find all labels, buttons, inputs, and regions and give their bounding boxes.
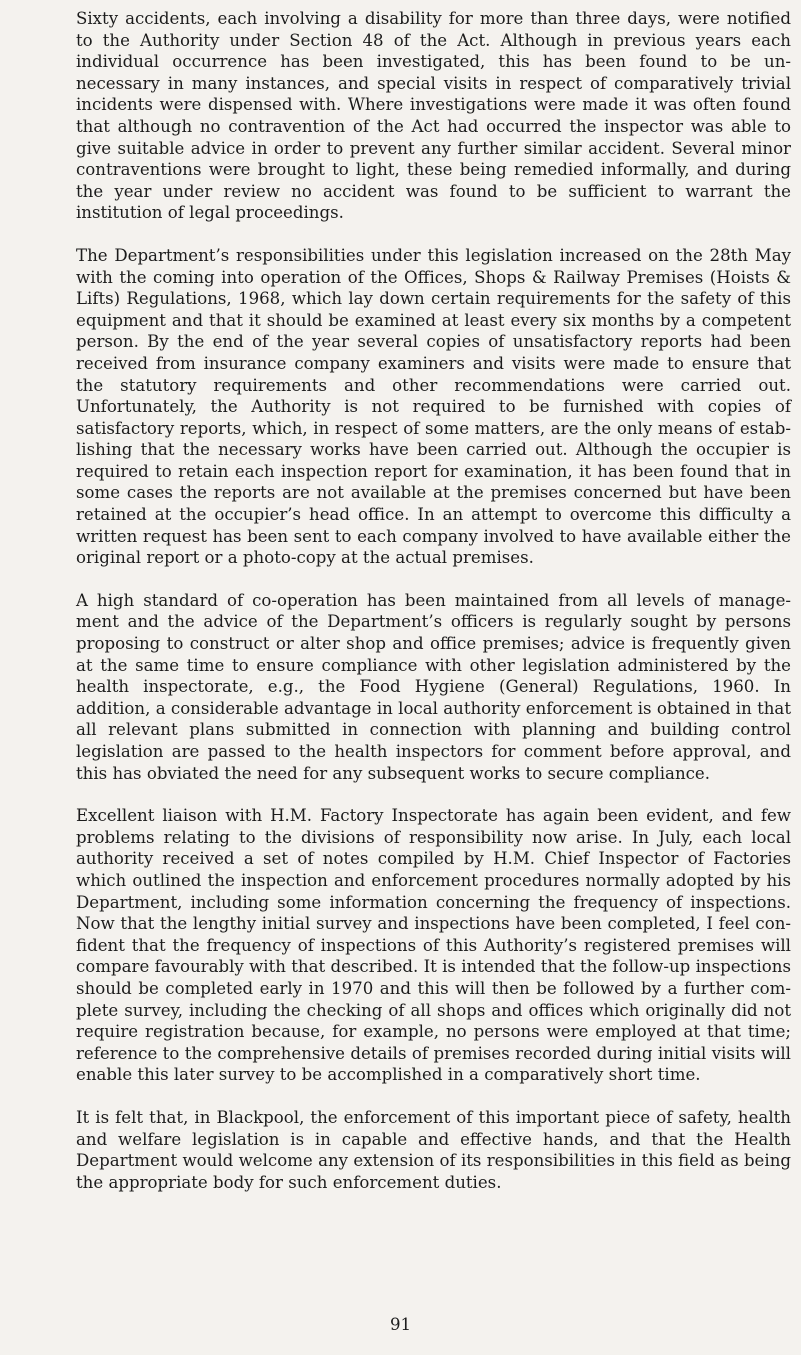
paragraph-conclusion: It is felt that, in Blackpool, the enforcement of this important piece of safety, health and welfare legislation is in capable and effective hands, and that the Health Department would welcome any extension of its responsibilities in this field as being the appropriate body for such enforcement duties. bbox=[76, 1107, 791, 1192]
paragraph-hoists-lifts-regulations: The Department’s responsibilities under this legislation increased on the 28th May with the coming into operation of the Offices, Shops & Railway Premises (Hoists & Lifts) Regulations, 1968, which lay down certain requirements for the safety of this equipment and that it should be examined at least every six months by a competent person. By the end of the year several copies of unsatisfactory reports had been received from insurance company examiners and visits were made to ensure that the statutory requirements and other recommendations were carried out. Unfortunately, the Authority is not required to be furnished with copies of satisfactory reports, which, in respect of some matters, are the only means of estab- lishing that the necessary works have been carried out. Although the occupier is required to retain each inspection report for examination, it has been found that in some cases the reports are not available at the premises concerned but have been retained at the occupier’s head office. In an attempt to overcome this difficulty a written request has been sent to each company involved to have available either the original report or a photo-copy at the actual premises. bbox=[76, 245, 791, 568]
paragraph-accidents: Sixty accidents, each involving a disability for more than three days, were notified to the Authority under Section 48 of the Act. Although in previous years each individual occurrence has been investigated, this has been found to be un- necessary in many instances, and special visits in respect of comparatively trivial incidents were dispensed with. Where investigations were made it was often found that although no contravention of the Act had occurred the inspector was able to give suitable advice in order to prevent any further similar accident. Several minor contraventions were brought to light, these being remedied informally, and during the year under review no accident was found to be sufficient to warrant the institution of legal proceedings. bbox=[76, 9, 791, 223]
page-number: 91 bbox=[389, 1315, 412, 1334]
paragraph-factory-inspectorate-liaison: Excellent liaison with H.M. Factory Inspectorate has again been evident, and few problems relating to the divisions of responsibility now arise. In July, each local authority received a set of notes compiled by H.M. Chief Inspector of Factories which outlined the inspection and enforcement procedures normally adopted by his Department, including some information concerning the frequency of inspections. Now that the lengthy initial survey and inspections have been completed, I feel con- fident that the frequency of inspections of this Authority’s registered premises will compare favourably with that described. It is intended that the follow-up inspections should be completed early in 1970 and this will then be followed by a further com- plete survey, including the checking of all shops and offices which originally did not require registration because, for example, no persons were employed at that time; reference to the comprehensive details of premises recorded during initial visits will enable this later survey to be accomplished in a comparatively short time. bbox=[76, 806, 791, 1085]
document-body bbox=[76, 8, 791, 1214]
paragraph-co-operation: A high standard of co-operation has been maintained from all levels of manage- ment and the advice of the Department’s officers is regularly sought by persons proposing to construct or alter shop and office premises; advice is frequently given at the same time to ensure compliance with other legislation administered by the health inspectorate, e.g., the Food Hygiene (General) Regulations, 1960. In addition, a considerable advantage in local authority enforcement is obtained in that all relevant plans submitted in connection with planning and building control legislation are passed to the health inspectors for comment before approval, and this has obviated the need for any subsequent works to secure compliance. bbox=[76, 590, 791, 783]
